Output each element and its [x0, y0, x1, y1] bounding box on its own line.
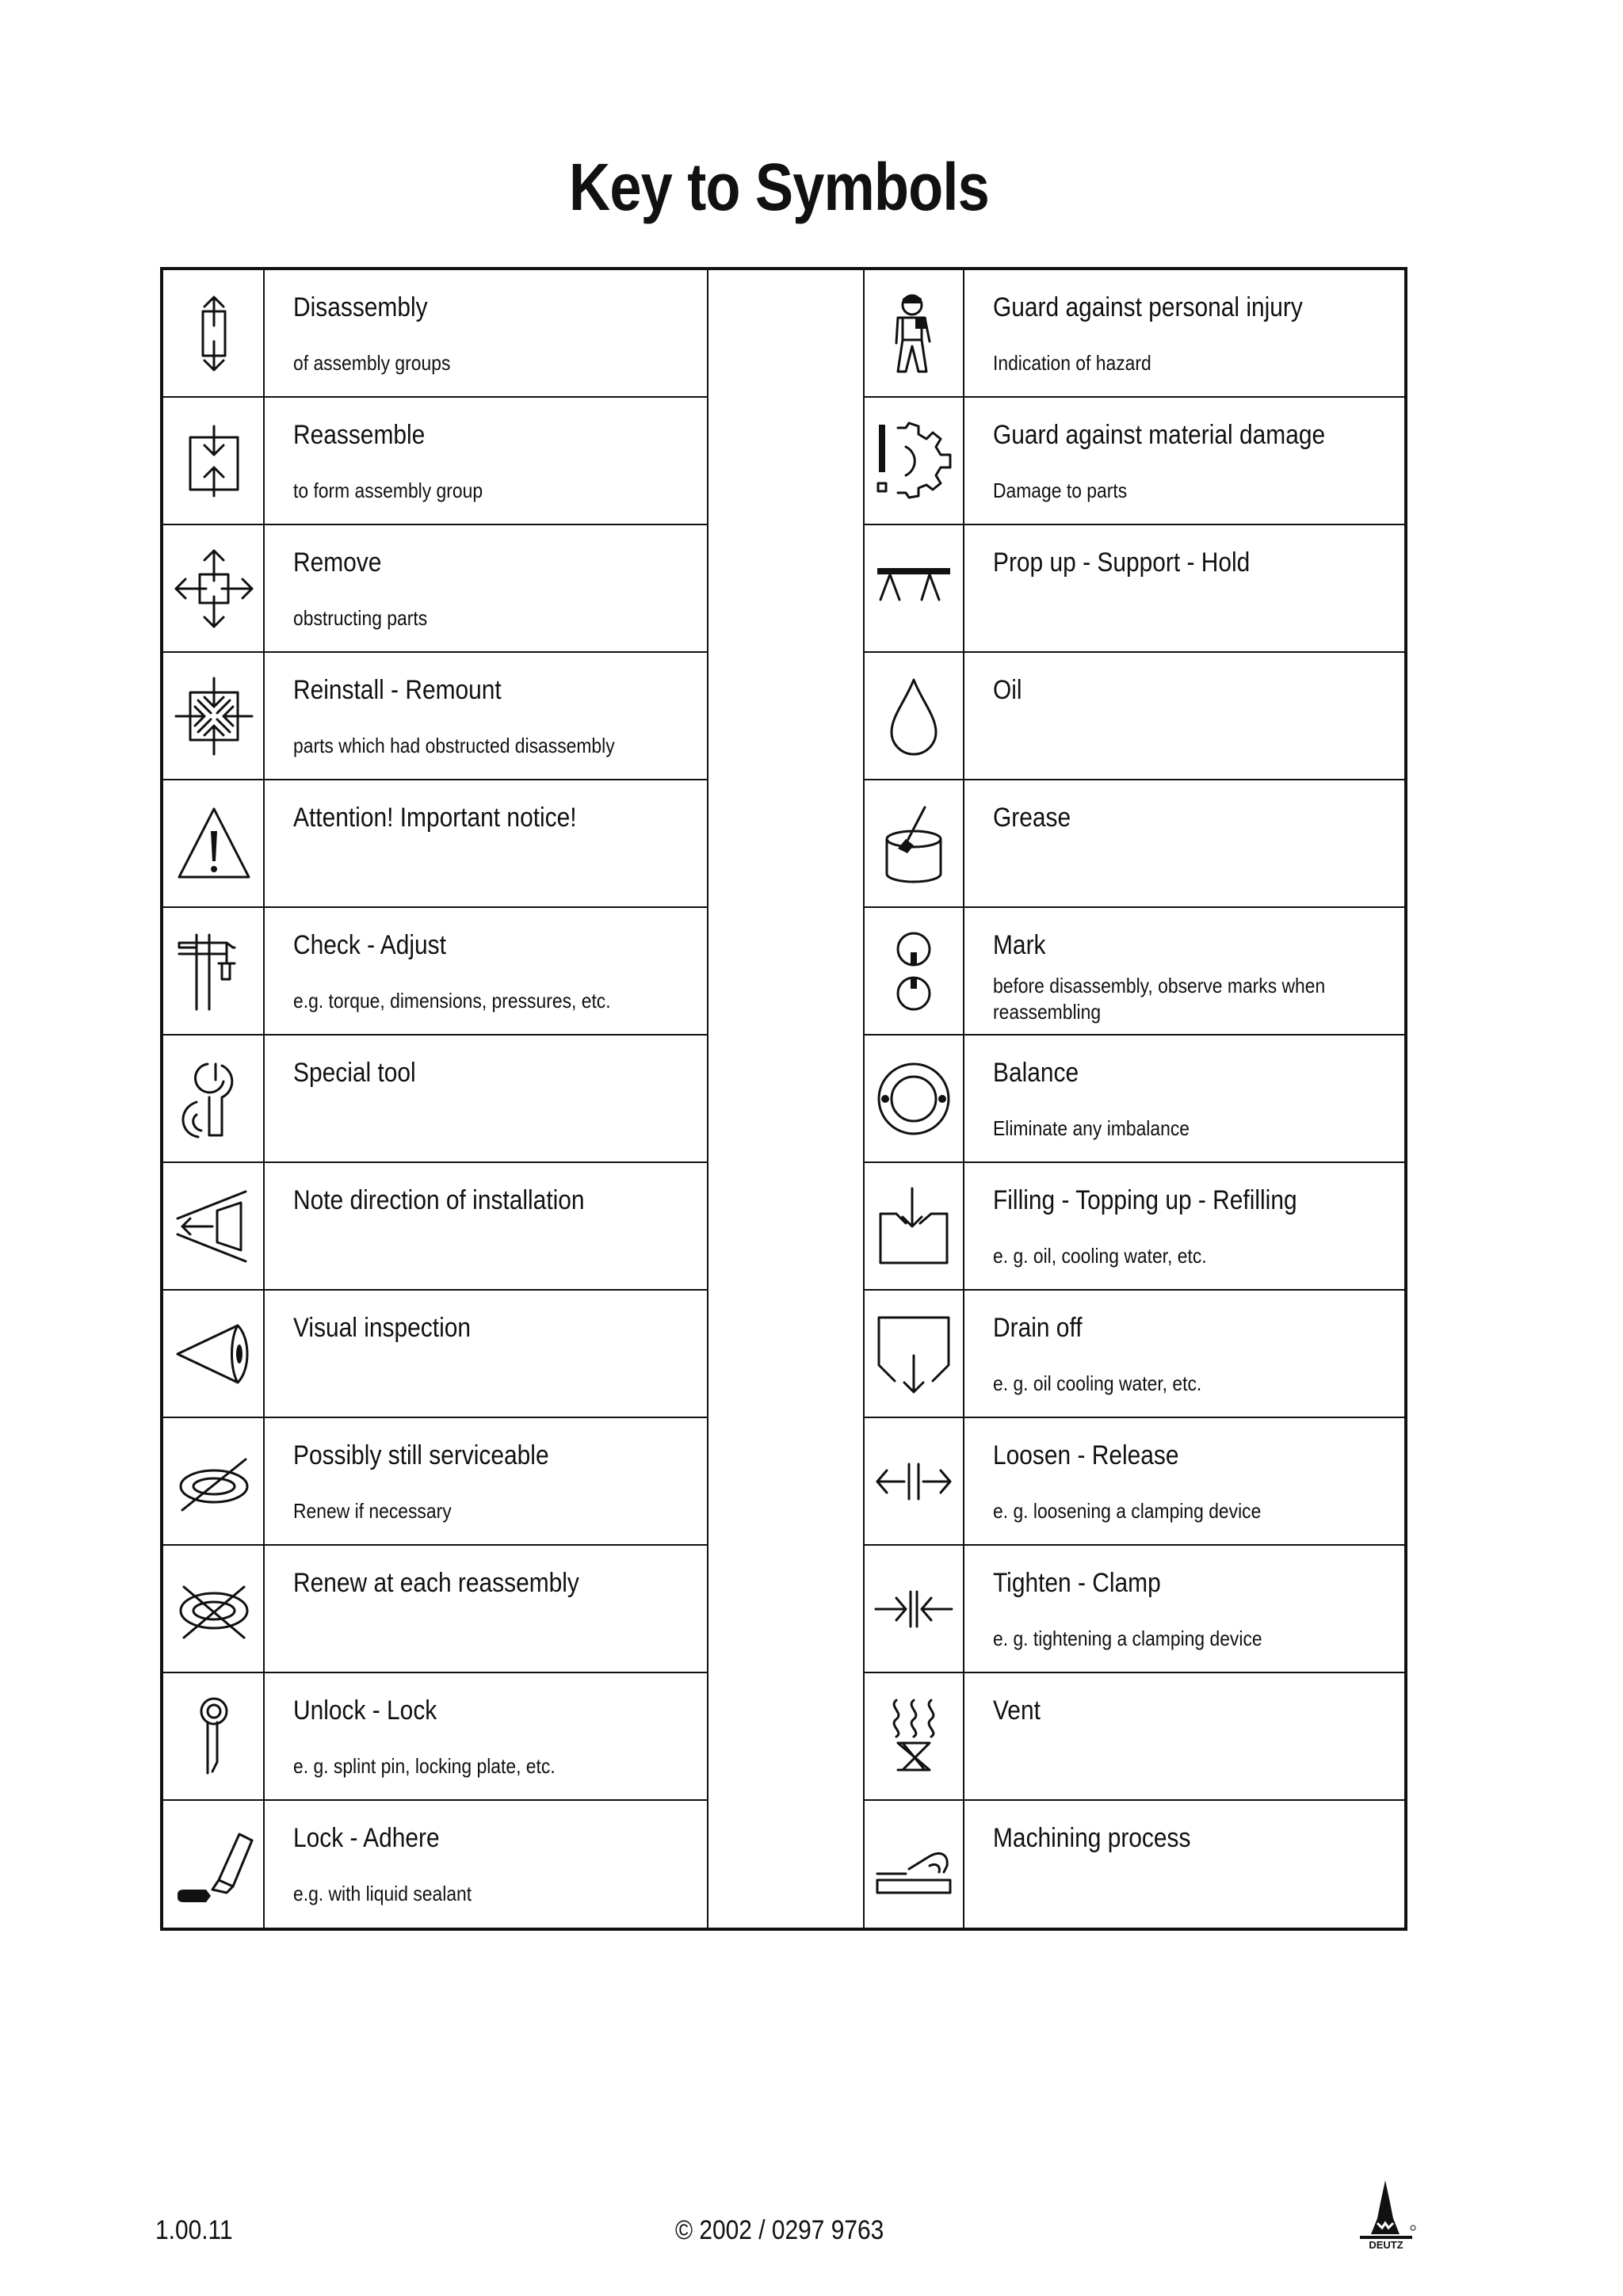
symbol-title: Machining process	[993, 1823, 1191, 1853]
symbol-icon-cell	[863, 1801, 964, 1928]
symbol-title: Remove	[293, 547, 382, 578]
page-number: 1.00.11	[155, 2215, 233, 2245]
symbol-title: Guard against material damage	[993, 420, 1326, 450]
deutz-logo	[1354, 2179, 1417, 2250]
splint-pin-icon	[174, 1697, 254, 1776]
symbol-title: Balance	[993, 1058, 1079, 1088]
grease-icon	[874, 804, 953, 883]
symbol-icon-cell	[863, 525, 964, 651]
symbol-description: e.g. with liquid sealant	[293, 1882, 472, 1905]
filling-icon	[874, 1187, 953, 1266]
symbol-row	[863, 908, 1404, 1035]
symbol-icon-cell	[863, 780, 964, 906]
symbol-icon-cell	[863, 1418, 964, 1544]
machining-icon	[874, 1825, 953, 1904]
deutz-logo-text: DEUTZ	[1369, 2239, 1403, 2250]
symbol-description: e. g. splint pin, locking plate, etc.	[293, 1754, 556, 1778]
symbol-row	[163, 1163, 708, 1291]
symbol-row	[863, 1291, 1404, 1418]
tighten-icon	[874, 1569, 953, 1649]
symbol-row	[863, 1546, 1404, 1673]
symbol-icon-cell	[863, 908, 964, 1034]
symbol-title: Possibly still serviceable	[293, 1440, 549, 1470]
symbol-row	[163, 1418, 708, 1546]
symbol-description: parts which had obstructed disassembly	[293, 734, 615, 757]
page-title: Key to Symbols	[569, 150, 989, 224]
symbol-description: Indication of hazard	[993, 351, 1151, 375]
symbol-title: Note direction of installation	[293, 1185, 585, 1215]
installation-direction-icon	[174, 1187, 254, 1266]
symbol-row	[863, 653, 1404, 780]
balance-icon	[874, 1059, 953, 1138]
symbol-row	[163, 780, 708, 908]
symbol-row	[163, 653, 708, 780]
symbol-title: Visual inspection	[293, 1313, 472, 1343]
symbol-title: Loosen - Release	[993, 1440, 1179, 1470]
symbol-icon-cell	[863, 1673, 964, 1799]
personal-injury-icon	[874, 294, 953, 373]
symbol-row	[163, 1035, 708, 1163]
symbol-icon-cell	[863, 1163, 964, 1289]
symbol-row	[163, 1546, 708, 1673]
symbol-row	[163, 1673, 708, 1801]
symbol-icon-cell	[163, 653, 265, 779]
symbol-row	[863, 398, 1404, 525]
symbol-icon-cell	[163, 1418, 265, 1544]
symbol-icon-cell	[163, 1673, 265, 1799]
symbol-title: Unlock - Lock	[293, 1695, 437, 1726]
eye-icon	[174, 1314, 254, 1394]
symbol-description: e.g. torque, dimensions, pressures, etc.	[293, 989, 611, 1013]
symbol-icon-cell	[163, 270, 265, 396]
symbol-description: e. g. loosening a clamping device	[993, 1499, 1262, 1523]
symbol-icon-cell	[863, 1546, 964, 1672]
symbol-title: Vent	[993, 1695, 1041, 1726]
sealant-tube-icon	[174, 1825, 254, 1904]
symbol-title: Renew at each reassembly	[293, 1568, 579, 1598]
oil-drop-icon	[874, 677, 953, 756]
prop-up-icon	[874, 549, 953, 628]
symbol-description: to form assembly group	[293, 479, 483, 502]
material-damage-icon	[874, 421, 953, 501]
copyright: © 2002 / 0297 9763	[675, 2215, 884, 2245]
symbol-title: Filling - Topping up - Refilling	[993, 1185, 1297, 1215]
symbol-description: Eliminate any imbalance	[993, 1116, 1190, 1140]
symbol-icon-cell	[163, 1291, 265, 1417]
symbol-description: obstructing parts	[293, 606, 428, 630]
attention-icon	[174, 804, 254, 883]
column-divider	[707, 270, 865, 1928]
loosen-icon	[874, 1442, 953, 1521]
symbol-icon-cell	[163, 525, 265, 651]
symbol-title: Reassemble	[293, 420, 426, 450]
symbol-row	[863, 1418, 1404, 1546]
serviceable-icon	[174, 1442, 254, 1521]
symbol-row	[863, 525, 1404, 653]
special-tool-icon	[174, 1059, 254, 1138]
symbol-title: Drain off	[993, 1313, 1083, 1343]
symbol-icon-cell	[863, 1291, 964, 1417]
symbol-title: Reinstall - Remount	[293, 675, 502, 705]
symbol-row	[863, 1801, 1404, 1928]
symbol-icon-cell	[163, 398, 265, 524]
symbol-row	[163, 1801, 708, 1928]
vent-icon	[874, 1697, 953, 1776]
symbol-row	[863, 780, 1404, 908]
renew-icon	[174, 1569, 254, 1649]
disassembly-icon	[174, 294, 254, 373]
symbol-title: Guard against personal injury	[993, 292, 1303, 322]
symbol-description: e. g. oil, cooling water, etc.	[993, 1244, 1207, 1268]
symbol-row	[863, 270, 1404, 398]
symbol-icon-cell	[863, 1035, 964, 1161]
symbol-description: of assembly groups	[293, 351, 451, 375]
symbol-row	[163, 398, 708, 525]
reinstall-icon	[174, 677, 254, 756]
symbol-icon-cell	[163, 780, 265, 906]
symbol-icon-cell	[163, 1801, 265, 1928]
right-column	[863, 270, 1404, 1928]
symbol-icon-cell	[863, 398, 964, 524]
remove-icon	[174, 549, 254, 628]
symbol-icon-cell	[863, 653, 964, 779]
left-column	[163, 270, 708, 1928]
symbol-icon-cell	[163, 1035, 265, 1161]
caliper-icon	[174, 932, 254, 1011]
symbol-title: Oil	[993, 675, 1022, 705]
symbol-description: before disassembly, observe marks when reassembling	[993, 974, 1326, 1024]
symbol-table	[160, 267, 1407, 1931]
symbol-icon-cell	[163, 908, 265, 1034]
symbol-row	[863, 1673, 1404, 1801]
symbol-title: Special tool	[293, 1058, 416, 1088]
drain-icon	[874, 1314, 953, 1394]
symbol-title: Tighten - Clamp	[993, 1568, 1161, 1598]
symbol-row	[163, 525, 708, 653]
symbol-description: e. g. oil cooling water, etc.	[993, 1371, 1202, 1395]
symbol-row	[163, 270, 708, 398]
reassemble-icon	[174, 421, 254, 501]
symbol-description: Damage to parts	[993, 479, 1128, 502]
symbol-row	[163, 1291, 708, 1418]
symbol-row	[863, 1035, 1404, 1163]
symbol-title: Lock - Adhere	[293, 1823, 440, 1853]
symbol-row	[163, 908, 708, 1035]
symbol-icon-cell	[163, 1163, 265, 1289]
symbol-title: Mark	[993, 930, 1046, 960]
symbol-icon-cell	[863, 270, 964, 396]
symbol-title: Attention! Important notice!	[293, 803, 577, 833]
symbol-description: Renew if necessary	[293, 1499, 452, 1523]
symbol-icon-cell	[163, 1546, 265, 1672]
symbol-title: Grease	[993, 803, 1071, 833]
symbol-title: Check - Adjust	[293, 930, 446, 960]
symbol-description: e. g. tightening a clamping device	[993, 1627, 1262, 1650]
symbol-title: Disassembly	[293, 292, 428, 322]
symbol-row	[863, 1163, 1404, 1291]
mark-icon	[874, 932, 953, 1011]
symbol-title: Prop up - Support - Hold	[993, 547, 1251, 578]
